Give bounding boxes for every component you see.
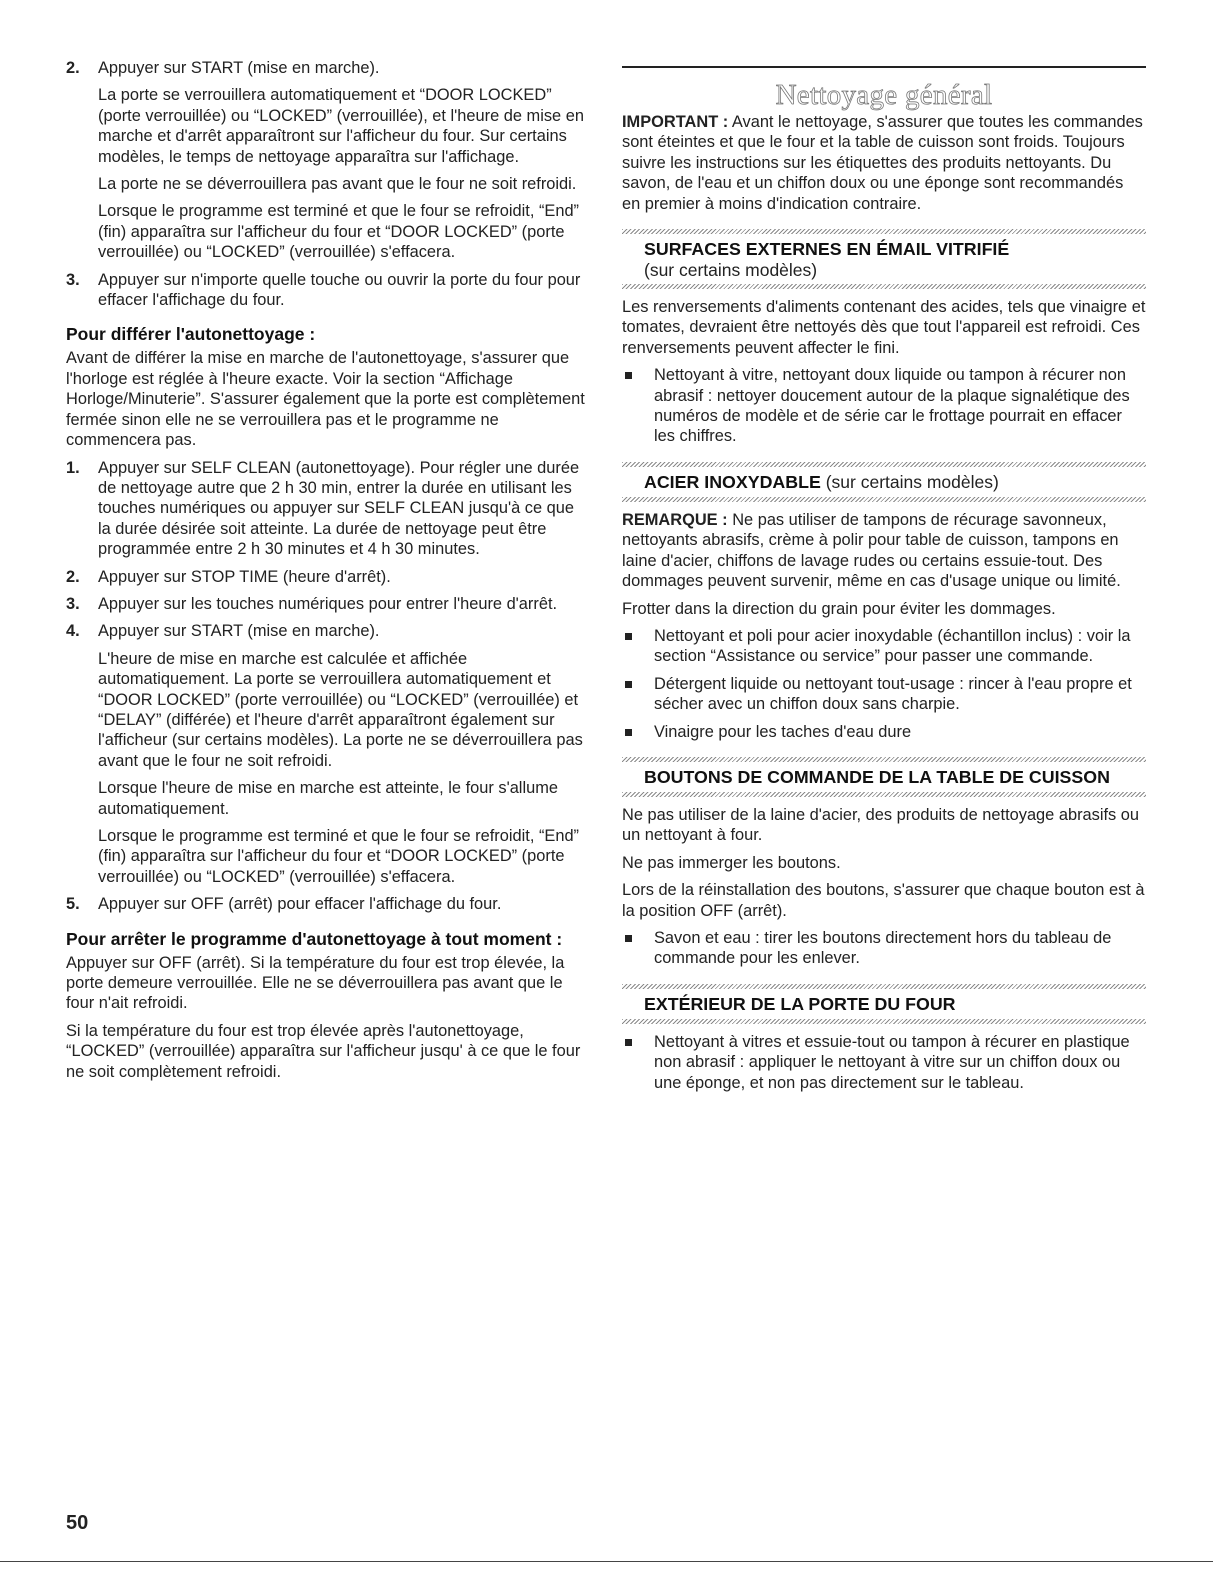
stainless-para-1: Frotter dans la direction du grain pour éviter les dommages.: [622, 599, 1056, 618]
step-2-para-1: La porte se verrouillera automatiquement et “DOOR LOCKED” (porte verrouillée) ou “LOCKED” (verrouillée), et l'heure de mise en marche et d'arrêt apparaîtront sur l'afficheur du four. Sur certains modèles, le temps de nettoyage apparaîtra sur l'affichage.: [98, 86, 584, 166]
enamel-bullet-1: Nettoyant à vitre, nettoyant doux liquide ou tampon à récurer non abrasif : nettoyer doucement autour de la plaque signalétique des numéros de modèle et de série car le frottage pourrait en effacer les chiffres.: [622, 365, 1146, 447]
door-bullet-1: Nettoyant à vitres et essuie-tout ou tampon à récurer en plastique non abrasif : appliquer le nettoyant à vitre sur un chiffon doux ou une éponge, et non pas directement sur le tableau.: [622, 1032, 1146, 1093]
stainless-bullet-2: Détergent liquide ou nettoyant tout-usage : rincer à l'eau propre et sécher avec un chiffon doux sans charpie.: [622, 674, 1146, 715]
delay-step-4-para-3: Lorsque le programme est terminé et que le four se refroidit, “End” (fin) apparaîtra sur l'afficheur du four et “DOOR LOCKED” (porte verrouillée) ou “LOCKED” (verrouillée) s'effacera.: [98, 827, 580, 886]
delay-step-3: 3. Appuyer sur les touches numériques pour entrer l'heure d'arrêt.: [66, 594, 558, 613]
subsection-header-knobs: BOUTONS DE COMMANDE DE LA TABLE DE CUISSON: [644, 766, 1110, 787]
stainless-bullet-1: Nettoyant et poli pour acier inoxydable (échantillon inclus) : voir la section “Assistance ou service” pour passer une commande.: [622, 626, 1146, 667]
knobs-para-2: Ne pas immerger les boutons.: [622, 853, 841, 872]
stop-heading: Pour arrêter le programme d'autonettoyage à tout moment :: [66, 928, 563, 949]
bullet-square-icon: [625, 372, 632, 379]
step-3: 3. Appuyer sur n'importe quelle touche ou ouvrir la porte du four pour effacer l'affichage du four.: [66, 270, 581, 310]
bullet-square-icon: [625, 935, 632, 942]
page-number: 50: [66, 1512, 89, 1534]
subsection-header-door: EXTÉRIEUR DE LA PORTE DU FOUR: [644, 993, 956, 1014]
top-rule: [622, 66, 1146, 68]
bottom-rule: [0, 1561, 1213, 1562]
step-2-para-2: La porte ne se déverrouillera pas avant que le four ne soit refroidi.: [98, 175, 577, 194]
delay-step-1: 1. Appuyer sur SELF CLEAN (autonettoyage). Pour régler une durée de nettoyage autre que 2 h 30 min, entrer la durée en utilisant les touches numériques ou appuyer sur SELF CLEAN jusqu'à ce que la durée désirée soit atteinte. La durée de nettoyage peut être programmée entre 2 h 30 minutes et 4 h 30 minutes.: [66, 458, 580, 559]
right-column: [622, 58, 1146, 1100]
section-title: Nettoyage général: [775, 79, 993, 111]
delay-step-4-para-2: Lorsque l'heure de mise en marche est atteinte, le four s'allume automatiquement.: [98, 779, 558, 818]
knobs-bullet-1: Savon et eau : tirer les boutons directement hors du tableau de commande pour les enlever.: [622, 928, 1146, 969]
bullet-square-icon: [625, 681, 632, 688]
bullet-square-icon: [625, 633, 632, 640]
subsection-header-stainless: ACIER INOXYDABLE (sur certains modèles): [644, 471, 999, 492]
knobs-para-1: Ne pas utiliser de la laine d'acier, des produits de nettoyage abrasifs ou un nettoyant à four.: [622, 805, 1140, 845]
delay-heading: Pour différer l'autonettoyage :: [66, 324, 316, 345]
subsection-header-enamel: SURFACES EXTERNES EN ÉMAIL VITRIFIÉ (sur certains modèles): [644, 239, 1010, 281]
left-column: [66, 58, 586, 1089]
stop-para-1: Appuyer sur OFF (arrêt). Si la température du four est trop élevée, la porte demeure verrouillée. Elle ne se déverrouillera pas avant que le four n'ait refroidi.: [66, 953, 565, 1013]
delay-step-2: 2. Appuyer sur STOP TIME (heure d'arrêt).: [66, 567, 391, 586]
knobs-para-3: Lors de la réinstallation des boutons, s'assurer que chaque bouton est à la position OFF (arrêt).: [622, 881, 1145, 920]
bullet-square-icon: [625, 1039, 632, 1046]
delay-step-4: 4. Appuyer sur START (mise en marche).: [66, 622, 380, 641]
stainless-bullet-3: Vinaigre pour les taches d'eau dure: [622, 722, 1146, 742]
step-2: 2. Appuyer sur START (mise en marche).: [66, 59, 380, 77]
delay-step-4-para-1: L'heure de mise en marche est calculée et affichée automatiquement. La porte se verrouillera automatiquement et “DOOR LOCKED” (porte verrouillée) ou “LOCKED” (verrouillée) et “DELAY” (différée) et l'heure d'arrêt apparaîtront également sur l'afficheur (sur certains modèles). La porte ne se déverrouillera pas avant que le four ne soit refroidi.: [98, 649, 583, 770]
delay-step-5: 5. Appuyer sur OFF (arrêt) pour effacer l'affichage du four.: [66, 895, 502, 914]
stop-para-2: Si la température du four est trop élevée après l'autonettoyage, “LOCKED” (verrouillée) apparaîtra sur l'afficheur jusqu' à ce que le four ne soit complètement refroidi.: [66, 1021, 581, 1081]
stainless-remarque: REMARQUE : Ne pas utiliser de tampons de récurage savonneux, nettoyants abrasifs, crème à polir pour table de cuisson, tampons en laine d'acier, chiffons de lavage rudes ou certains essuie-tout. Des dommages peuvent survenir, même en cas d'usage unique ou limité.: [622, 510, 1121, 591]
step-2-para-3: Lorsque le programme est terminé et que le four se refroidit, “End” (fin) apparaîtra sur l'afficheur du four et “DOOR LOCKED” (porte verrouillée) ou “LOCKED” (verrouillée) s'effacera.: [98, 202, 580, 262]
enamel-para-1: Les renversements d'aliments contenant des acides, tels que vinaigre et tomates, devraient être nettoyés dès que tout l'appareil est refroidi. Ces renversements peuvent affecter le fini.: [622, 298, 1146, 357]
important-note: IMPORTANT : Avant le nettoyage, s'assurer que toutes les commandes sont éteintes et que le four et la table de cuisson sont froids. Toujours suivre les instructions sur les étiquettes des produits nettoyants. Du savon, de l'eau et un chiffon doux ou une éponge sont recommandés en premier à moins d'indication contraire.: [622, 113, 1143, 213]
bullet-square-icon: [625, 729, 632, 736]
delay-intro: Avant de différer la mise en marche de l'autonettoyage, s'assurer que l'horloge est réglée à l'heure exacte. Voir la section “Affichage Horloge/Minuterie”. S'assurer également que la porte est complètement fermée sinon elle ne se verrouillera pas et le programme ne commencera pas.: [66, 349, 585, 450]
